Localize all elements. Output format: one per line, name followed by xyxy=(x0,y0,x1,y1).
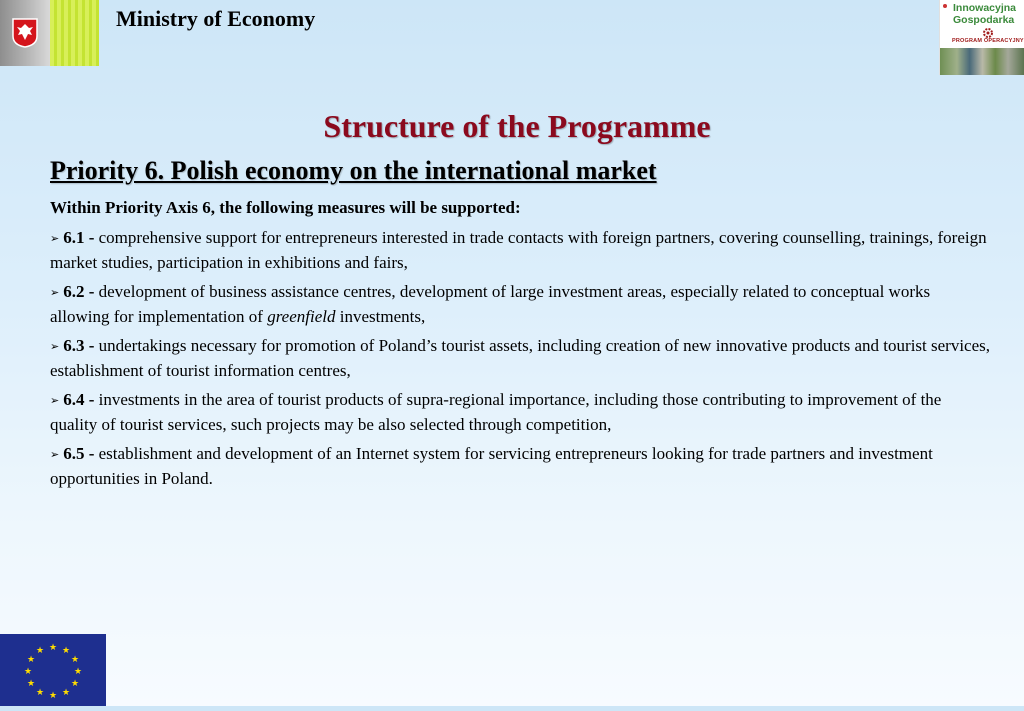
logo-text-line1: Innowacyjna xyxy=(953,2,1017,14)
list-item xyxy=(50,226,990,275)
arrow-bullet-icon: ➢ xyxy=(50,449,60,461)
svg-text:★: ★ xyxy=(26,679,36,689)
svg-text:★: ★ xyxy=(73,667,83,677)
svg-text:★: ★ xyxy=(48,643,58,653)
svg-text:★: ★ xyxy=(70,655,80,665)
logo-text-line3: PROGRAM OPERACYJNY xyxy=(952,38,1024,44)
logo-photo-strip xyxy=(940,48,1024,75)
svg-text:★: ★ xyxy=(48,691,58,701)
list-item xyxy=(50,388,990,437)
slide-title: Structure of the Programme xyxy=(323,108,711,144)
intro-text: Within Priority Axis 6, the following measures will be supported: xyxy=(50,198,521,217)
arrow-bullet-icon: ➢ xyxy=(50,341,60,353)
measure-text: comprehensive support for entrepreneurs interested in trade contacts with foreign partners, covering counselling, trainings, foreign market studies, participation in exhibitions and fairs, xyxy=(50,228,987,272)
measure-text: investments in the area of tourist products of supra-regional importance, including those contributing to improvement of the quality of tourist services, such projects may be also selected through competition, xyxy=(50,390,942,434)
measure-code: 6.5 - xyxy=(63,444,95,463)
logo-text-line2: Gospodarka xyxy=(953,14,1015,26)
eu-flag-logo xyxy=(0,634,106,706)
measures-list xyxy=(50,226,990,496)
svg-text:★: ★ xyxy=(23,667,33,677)
measure-text-end: investments, xyxy=(339,307,426,326)
measure-text-italic: greenfield xyxy=(267,307,336,326)
polish-emblem-logo xyxy=(0,0,99,66)
priority-heading: Priority 6. Polish economy on the international market xyxy=(50,156,657,185)
svg-text:★: ★ xyxy=(61,646,71,656)
svg-text:★: ★ xyxy=(70,679,80,689)
innovative-economy-logo xyxy=(939,0,1024,75)
arrow-bullet-icon: ➢ xyxy=(50,395,60,407)
measure-code: 6.1 - xyxy=(63,228,95,247)
eagle-shield-icon xyxy=(12,18,38,48)
measure-text: development of business assistance centres, development of large investment areas, especially related to conceptual works allowing for implementation of xyxy=(50,282,931,326)
measure-code: 6.3 - xyxy=(63,336,95,355)
svg-text:★: ★ xyxy=(61,688,71,698)
arrow-bullet-icon: ➢ xyxy=(50,287,60,299)
list-item xyxy=(50,442,990,491)
ministry-name: Ministry of Economy xyxy=(116,6,316,31)
eu-stars-icon xyxy=(0,634,106,706)
measure-code: 6.4 - xyxy=(63,390,95,409)
list-item xyxy=(50,334,990,383)
measure-code: 6.2 - xyxy=(63,282,95,301)
svg-text:★: ★ xyxy=(35,646,45,656)
arrow-bullet-icon: ➢ xyxy=(50,233,60,245)
list-item xyxy=(50,280,990,329)
svg-text:★: ★ xyxy=(35,688,45,698)
measure-text: establishment and development of an Internet system for servicing entrepreneurs looking for trade partners and investment opportunities in Poland. xyxy=(50,444,933,488)
measure-text: undertakings necessary for promotion of Poland’s tourist assets, including creation of new innovative products and tourist services, establishment of tourist information centres, xyxy=(50,336,991,380)
svg-text:★: ★ xyxy=(26,655,36,665)
